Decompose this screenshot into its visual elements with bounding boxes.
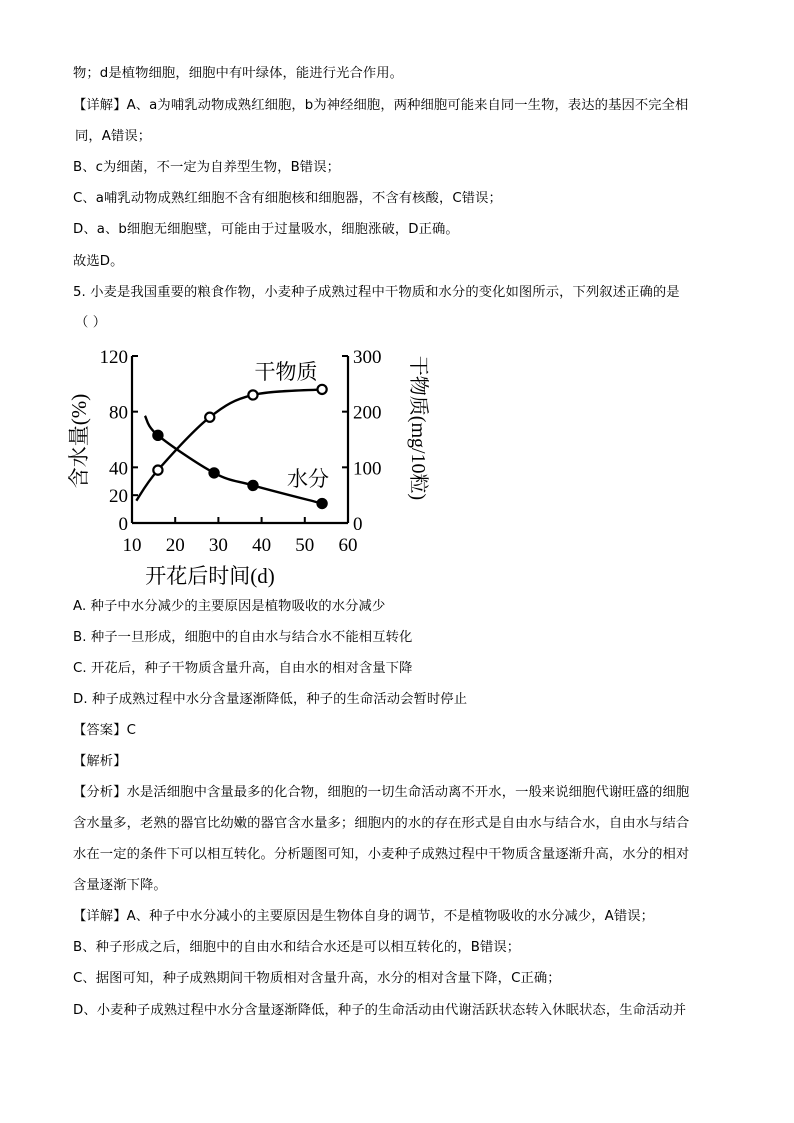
y-right-tick-label: 200 — [353, 402, 382, 424]
analysis-line: 含水量多，老熟的器官比幼嫩的器官含水量多；细胞内的水的存在形式是自由水与结合水，自由水与结合 — [73, 816, 690, 831]
water-point — [209, 468, 218, 477]
analysis-line: D、小麦种子成熟过程中水分含量逐渐降低，种子的生命活动由代谢活跃状态转入休眠状态，生命活动并 — [73, 1003, 687, 1018]
answer-blank: （ ） — [75, 315, 107, 330]
analysis-line: C、据图可知，种子成熟期间干物质相对含量升高，水分的相对含量下降，C正确； — [73, 971, 561, 986]
analysis-line: 含量逐渐下降。 — [73, 878, 167, 893]
y-right-tick-label: 100 — [353, 458, 382, 480]
x-tick-label: 30 — [208, 535, 228, 556]
question-stem: 5. 小麦是我国重要的粮食作物，小麦种子成熟过程中干物质和水分的变化如图所示，下列叙述正确的是 — [73, 285, 680, 300]
analysis-line: 水在一定的条件下可以相互转化。分析题图可知，小麦种子成熟过程中干物质含量逐渐升高，水分的相对 — [73, 847, 690, 862]
text-line: 物；d是植物细胞，细胞中有叶绿体，能进行光合作用。 — [73, 66, 404, 81]
y-right-tick-label: 0 — [353, 514, 363, 535]
text-line: 同，A错误； — [75, 129, 152, 144]
text-line: 【详解】A、a为哺乳动物成熟红细胞，b为神经细胞，两种细胞可能来自同一生物，表达的基因不完全相 — [73, 98, 689, 113]
water-drymatter-chart — [60, 336, 440, 592]
dry-matter-point — [153, 466, 162, 475]
text-line: B、c为细菌，不一定为自养型生物，B错误； — [73, 160, 340, 175]
text-line: 故选D。 — [73, 254, 124, 269]
dry-matter-point — [248, 390, 257, 399]
x-tick-label: 50 — [295, 535, 315, 556]
dry-matter-point — [205, 413, 214, 422]
text-line: D、a、b细胞无细胞壁，可能由于过量吸水，细胞涨破，D正确。 — [73, 222, 459, 237]
analysis-label: 【解析】 — [73, 754, 127, 769]
water-point — [317, 499, 326, 508]
y-left-tick-label: 80 — [109, 402, 128, 424]
option-b: B. 种子一旦形成，细胞中的自由水与结合水不能相互转化 — [73, 630, 413, 645]
x-tick-label: 10 — [122, 535, 142, 556]
x-axis-label: 开花后时间(d) — [145, 564, 275, 588]
series-label-dry-matter: 干物质 — [254, 360, 318, 384]
x-tick-label: 60 — [338, 535, 358, 556]
water-point — [248, 481, 257, 490]
dry-matter-point — [317, 385, 326, 394]
option-a: A. 种子中水分减少的主要原因是植物吸收的水分减少 — [73, 599, 386, 614]
y-left-tick-label: 0 — [118, 514, 128, 535]
text-line: C、a哺乳动物成熟红细胞不含有细胞核和细胞器，不含有核酸，C错误； — [73, 191, 502, 206]
y-left-tick-label: 40 — [109, 458, 128, 480]
x-tick-label: 20 — [165, 535, 185, 556]
x-tick-label: 40 — [252, 535, 272, 556]
analysis-line: 【分析】水是活细胞中含量最多的化合物，细胞的一切生命活动离不开水，一般来说细胞代谢旺盛的细胞 — [73, 785, 690, 800]
analysis-line: B、种子形成之后，细胞中的自由水和结合水还是可以相互转化的，B错误； — [73, 940, 521, 955]
y-axis-label-left: 含水量(%) — [67, 393, 91, 489]
y-left-tick-label: 20 — [109, 486, 128, 508]
tick-labels — [100, 347, 382, 556]
y-axis-label-right: 干物质(mg/10粒) — [407, 355, 429, 501]
y-right-tick-label: 300 — [353, 347, 382, 368]
water-point — [153, 431, 162, 440]
answer-line: 【答案】C — [73, 723, 136, 738]
y-left-tick-label: 120 — [99, 347, 128, 368]
series-label-water: 水分 — [287, 467, 329, 491]
analysis-line: 【详解】A、种子中水分减小的主要原因是生物体自身的调节，不是植物吸收的水分减少，A错误； — [73, 909, 655, 924]
option-d: D. 种子成熟过程中水分含量逐渐降低，种子的生命活动会暂时停止 — [73, 692, 468, 707]
option-c: C. 开花后，种子干物质含量升高，自由水的相对含量下降 — [73, 661, 413, 676]
